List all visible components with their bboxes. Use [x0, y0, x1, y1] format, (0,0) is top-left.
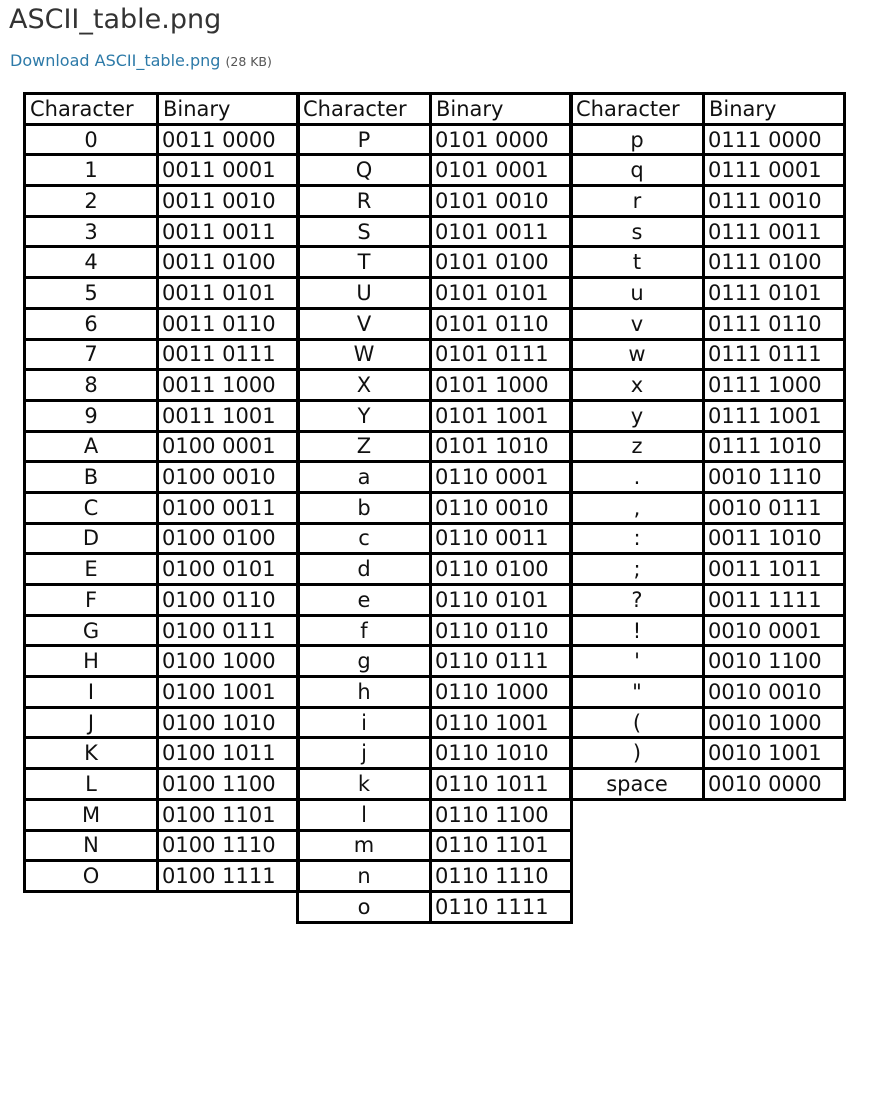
character-cell: 2	[25, 186, 158, 217]
table-row	[571, 523, 845, 554]
character-cell: )	[571, 738, 704, 769]
binary-cell: 0100 1101	[158, 799, 299, 830]
character-cell: .	[571, 462, 704, 493]
character-cell: a	[298, 462, 431, 493]
table-row	[571, 738, 845, 769]
table-header-row	[298, 94, 572, 125]
table-row	[25, 799, 299, 830]
binary-cell: 0111 0111	[704, 339, 845, 370]
table-row	[25, 247, 299, 278]
table-row	[298, 799, 572, 830]
binary-cell: 0111 1010	[704, 431, 845, 462]
binary-cell: 0111 0001	[704, 155, 845, 186]
binary-cell: 0011 1010	[704, 523, 845, 554]
table-row	[298, 554, 572, 585]
character-cell: q	[571, 155, 704, 186]
table-row	[571, 769, 845, 800]
character-cell: S	[298, 216, 431, 247]
file-size: (28 KB)	[225, 54, 272, 69]
table-row	[25, 615, 299, 646]
table-row	[571, 585, 845, 616]
table-row	[298, 769, 572, 800]
character-cell: h	[298, 677, 431, 708]
character-cell: i	[298, 707, 431, 738]
character-cell: m	[298, 830, 431, 861]
table-row	[298, 247, 572, 278]
character-cell: '	[571, 646, 704, 677]
table-header-row	[571, 94, 845, 125]
character-cell: O	[25, 861, 158, 892]
binary-cell: 0101 0110	[431, 308, 572, 339]
character-cell: B	[25, 462, 158, 493]
table-row	[571, 707, 845, 738]
character-cell: l	[298, 799, 431, 830]
character-cell: D	[25, 523, 158, 554]
binary-cell: 0100 1001	[158, 677, 299, 708]
download-link[interactable]: Download ASCII_table.png	[10, 51, 221, 70]
binary-cell: 0011 0001	[158, 155, 299, 186]
binary-cell: 0010 0010	[704, 677, 845, 708]
table-row	[298, 462, 572, 493]
table-header-row	[25, 94, 299, 125]
binary-cell: 0101 0010	[431, 186, 572, 217]
character-cell: k	[298, 769, 431, 800]
binary-cell: 0100 1011	[158, 738, 299, 769]
binary-cell: 0111 0110	[704, 308, 845, 339]
binary-cell: 0100 0001	[158, 431, 299, 462]
binary-cell: 0111 0101	[704, 278, 845, 309]
character-cell: 3	[25, 216, 158, 247]
binary-cell: 0111 0010	[704, 186, 845, 217]
header-binary: Binary	[704, 94, 845, 125]
table-row	[25, 155, 299, 186]
character-cell: 9	[25, 400, 158, 431]
character-cell: Y	[298, 400, 431, 431]
binary-cell: 0101 0101	[431, 278, 572, 309]
binary-cell: 0110 1001	[431, 707, 572, 738]
character-cell: u	[571, 278, 704, 309]
character-cell: N	[25, 830, 158, 861]
character-cell: y	[571, 400, 704, 431]
character-cell: space	[571, 769, 704, 800]
binary-cell: 0110 1111	[431, 891, 572, 922]
character-cell: V	[298, 308, 431, 339]
header-binary: Binary	[431, 94, 572, 125]
table-row	[298, 370, 572, 401]
character-cell: X	[298, 370, 431, 401]
binary-cell: 0110 0011	[431, 523, 572, 554]
binary-cell: 0011 1000	[158, 370, 299, 401]
table-row	[25, 278, 299, 309]
table-row	[25, 554, 299, 585]
binary-cell: 0101 1000	[431, 370, 572, 401]
binary-cell: 0011 0011	[158, 216, 299, 247]
table-row	[25, 308, 299, 339]
character-cell: A	[25, 431, 158, 462]
character-cell: Z	[298, 431, 431, 462]
binary-cell: 0100 0111	[158, 615, 299, 646]
binary-cell: 0010 0000	[704, 769, 845, 800]
table-row	[298, 738, 572, 769]
table-row	[298, 646, 572, 677]
binary-cell: 0111 1001	[704, 400, 845, 431]
binary-cell: 0010 1110	[704, 462, 845, 493]
table-row	[25, 492, 299, 523]
binary-cell: 0011 0000	[158, 124, 299, 155]
binary-cell: 0101 0011	[431, 216, 572, 247]
character-cell: t	[571, 247, 704, 278]
character-cell: j	[298, 738, 431, 769]
character-cell: E	[25, 554, 158, 585]
table-row	[571, 400, 845, 431]
binary-cell: 0110 1011	[431, 769, 572, 800]
table-row	[298, 278, 572, 309]
binary-cell: 0101 0111	[431, 339, 572, 370]
binary-cell: 0110 1000	[431, 677, 572, 708]
character-cell: b	[298, 492, 431, 523]
character-cell: J	[25, 707, 158, 738]
table-row	[298, 523, 572, 554]
table-row	[25, 523, 299, 554]
table-row	[25, 186, 299, 217]
table-row	[298, 339, 572, 370]
binary-cell: 0011 0010	[158, 186, 299, 217]
binary-cell: 0100 0011	[158, 492, 299, 523]
table-row	[571, 370, 845, 401]
character-cell: P	[298, 124, 431, 155]
table-row	[25, 216, 299, 247]
table-row	[298, 400, 572, 431]
table-row	[25, 830, 299, 861]
character-cell: M	[25, 799, 158, 830]
binary-cell: 0010 1100	[704, 646, 845, 677]
character-cell: d	[298, 554, 431, 585]
binary-cell: 0100 1010	[158, 707, 299, 738]
table-row	[571, 339, 845, 370]
table-row	[571, 247, 845, 278]
table-row	[571, 615, 845, 646]
binary-cell: 0101 0000	[431, 124, 572, 155]
character-cell: !	[571, 615, 704, 646]
binary-cell: 0110 1101	[431, 830, 572, 861]
binary-cell: 0110 0010	[431, 492, 572, 523]
table-row	[298, 585, 572, 616]
character-cell: ?	[571, 585, 704, 616]
binary-cell: 0011 1011	[704, 554, 845, 585]
character-cell: G	[25, 615, 158, 646]
character-cell: 4	[25, 247, 158, 278]
character-cell: 0	[25, 124, 158, 155]
character-cell: I	[25, 677, 158, 708]
character-cell: e	[298, 585, 431, 616]
character-cell: U	[298, 278, 431, 309]
binary-cell: 0110 0100	[431, 554, 572, 585]
character-cell: n	[298, 861, 431, 892]
character-cell: g	[298, 646, 431, 677]
character-cell: 6	[25, 308, 158, 339]
character-cell: x	[571, 370, 704, 401]
binary-cell: 0110 1100	[431, 799, 572, 830]
binary-cell: 0111 0011	[704, 216, 845, 247]
character-cell: p	[571, 124, 704, 155]
table-row	[25, 738, 299, 769]
table-row	[298, 707, 572, 738]
binary-cell: 0100 1000	[158, 646, 299, 677]
table-row	[298, 830, 572, 861]
binary-cell: 0100 0010	[158, 462, 299, 493]
character-cell: r	[571, 186, 704, 217]
table-row	[298, 861, 572, 892]
table-row	[571, 216, 845, 247]
binary-cell: 0101 1010	[431, 431, 572, 462]
character-cell: ,	[571, 492, 704, 523]
binary-cell: 0010 0001	[704, 615, 845, 646]
binary-cell: 0011 1001	[158, 400, 299, 431]
binary-cell: 0110 0111	[431, 646, 572, 677]
character-cell: c	[298, 523, 431, 554]
binary-cell: 0011 0110	[158, 308, 299, 339]
table-row	[571, 278, 845, 309]
binary-cell: 0110 0001	[431, 462, 572, 493]
binary-cell: 0011 0101	[158, 278, 299, 309]
character-cell: T	[298, 247, 431, 278]
table-row	[571, 308, 845, 339]
table-row	[298, 677, 572, 708]
character-cell: "	[571, 677, 704, 708]
table-row	[25, 124, 299, 155]
table-row	[571, 431, 845, 462]
table-row	[571, 646, 845, 677]
character-cell: w	[571, 339, 704, 370]
binary-cell: 0010 1000	[704, 707, 845, 738]
table-row	[298, 308, 572, 339]
table-row	[25, 585, 299, 616]
ascii-table-column-1	[23, 92, 300, 893]
table-row	[571, 186, 845, 217]
table-row	[25, 370, 299, 401]
character-cell: ;	[571, 554, 704, 585]
table-row	[298, 216, 572, 247]
header-character: Character	[571, 94, 704, 125]
binary-cell: 0100 1111	[158, 861, 299, 892]
character-cell: L	[25, 769, 158, 800]
character-cell: 7	[25, 339, 158, 370]
binary-cell: 0100 0110	[158, 585, 299, 616]
character-cell: W	[298, 339, 431, 370]
binary-cell: 0110 1010	[431, 738, 572, 769]
character-cell: s	[571, 216, 704, 247]
character-cell: f	[298, 615, 431, 646]
table-row	[298, 492, 572, 523]
binary-cell: 0011 0111	[158, 339, 299, 370]
binary-cell: 0100 1100	[158, 769, 299, 800]
binary-cell: 0101 1001	[431, 400, 572, 431]
character-cell: 1	[25, 155, 158, 186]
table-row	[298, 615, 572, 646]
table-row	[571, 492, 845, 523]
table-row	[298, 431, 572, 462]
character-cell: z	[571, 431, 704, 462]
binary-cell: 0100 1110	[158, 830, 299, 861]
binary-cell: 0101 0100	[431, 247, 572, 278]
table-row	[298, 891, 572, 922]
table-row	[298, 124, 572, 155]
table-row	[298, 155, 572, 186]
table-row	[25, 707, 299, 738]
table-row	[571, 124, 845, 155]
binary-cell: 0100 0101	[158, 554, 299, 585]
header-character: Character	[25, 94, 158, 125]
table-row	[25, 769, 299, 800]
character-cell: C	[25, 492, 158, 523]
character-cell: K	[25, 738, 158, 769]
binary-cell: 0111 0100	[704, 247, 845, 278]
character-cell: Q	[298, 155, 431, 186]
character-cell: R	[298, 186, 431, 217]
binary-cell: 0010 0111	[704, 492, 845, 523]
binary-cell: 0111 1000	[704, 370, 845, 401]
table-row	[25, 400, 299, 431]
download-row	[10, 50, 272, 73]
table-row	[25, 677, 299, 708]
character-cell: (	[571, 707, 704, 738]
character-cell: 8	[25, 370, 158, 401]
ascii-table-column-2	[296, 92, 573, 924]
binary-cell: 0101 0001	[431, 155, 572, 186]
table-row	[25, 339, 299, 370]
table-row	[571, 155, 845, 186]
binary-cell: 0011 1111	[704, 585, 845, 616]
character-cell: o	[298, 891, 431, 922]
binary-cell: 0110 1110	[431, 861, 572, 892]
binary-cell: 0100 0100	[158, 523, 299, 554]
character-cell: 5	[25, 278, 158, 309]
table-row	[571, 462, 845, 493]
page-title: ASCII_table.png	[9, 4, 222, 35]
table-row	[25, 646, 299, 677]
character-cell: F	[25, 585, 158, 616]
ascii-table-column-3	[569, 92, 846, 801]
table-row	[571, 677, 845, 708]
binary-cell: 0011 0100	[158, 247, 299, 278]
binary-cell: 0010 1001	[704, 738, 845, 769]
header-binary: Binary	[158, 94, 299, 125]
character-cell: :	[571, 523, 704, 554]
character-cell: H	[25, 646, 158, 677]
binary-cell: 0111 0000	[704, 124, 845, 155]
character-cell: v	[571, 308, 704, 339]
table-row	[25, 861, 299, 892]
table-row	[298, 186, 572, 217]
table-row	[25, 431, 299, 462]
table-row	[571, 554, 845, 585]
table-row	[25, 462, 299, 493]
binary-cell: 0110 0110	[431, 615, 572, 646]
header-character: Character	[298, 94, 431, 125]
binary-cell: 0110 0101	[431, 585, 572, 616]
